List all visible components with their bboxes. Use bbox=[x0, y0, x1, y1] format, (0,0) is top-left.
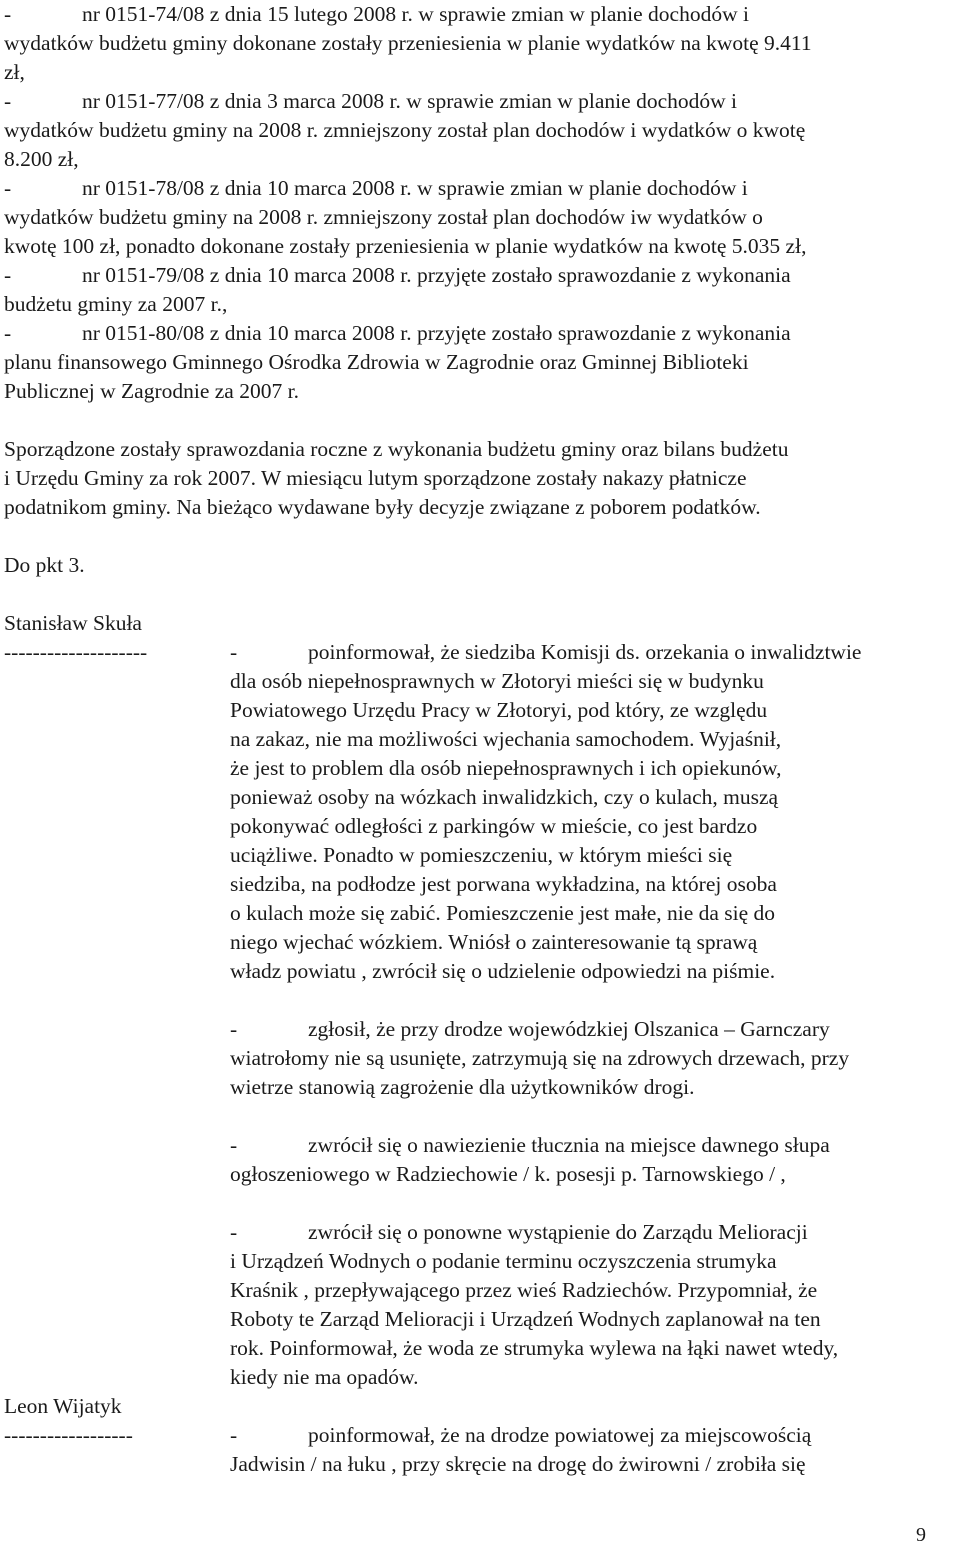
speaker-point-text: poinformował, że na drodze powiatowej za miejscowością bbox=[308, 1423, 812, 1447]
speaker-point: - poinformował, że na drodze powiatowej za miejscowością bbox=[230, 1423, 812, 1447]
summary-paragraph-line: podatnikom gminy. Na bieżąco wydawane były decyzje związane z poborem podatków. bbox=[4, 495, 761, 519]
resolution-item: - nr 0151-80/08 z dnia 10 marca 2008 r. przyjęte zostało sprawozdanie z wykonania bbox=[4, 321, 791, 345]
speaker-point-text: niego wjechać wózkiem. Wniósł o zainteresowanie tą sprawą bbox=[230, 930, 758, 954]
speaker-point-text: wietrze stanowią zagrożenie dla użytkowników drogi. bbox=[230, 1075, 695, 1099]
speaker-point-text: poinformował, że siedziba Komisji ds. orzekania o inwalidztwie bbox=[308, 640, 862, 664]
speaker-point-text: ogłoszeniowego w Radziechowie / k. posesji p. Tarnowskiego / , bbox=[230, 1162, 786, 1186]
speaker-underline: ------------------ bbox=[4, 1423, 133, 1447]
resolution-text: 8.200 zł, bbox=[4, 147, 79, 171]
speaker-point: - zwrócił się o nawiezienie tłucznia na miejsce dawnego słupa bbox=[230, 1133, 830, 1157]
resolution-text: nr 0151-74/08 z dnia 15 lutego 2008 r. w sprawie zmian w planie dochodów i bbox=[82, 2, 749, 26]
speaker-point-text: kiedy nie ma opadów. bbox=[230, 1365, 419, 1389]
resolution-text: wydatków budżetu gminy dokonane zostały przeniesienia w planie wydatków na kwotę 9.411 bbox=[4, 31, 812, 55]
resolution-text: nr 0151-78/08 z dnia 10 marca 2008 r. w sprawie zmian w planie dochodów i bbox=[82, 176, 748, 200]
resolution-item: - nr 0151-77/08 z dnia 3 marca 2008 r. w sprawie zmian w planie dochodów i bbox=[4, 89, 737, 113]
speaker-point-text: o kulach może się zabić. Pomieszczenie jest małe, nie da się do bbox=[230, 901, 776, 925]
speaker-underline: -------------------- bbox=[4, 640, 148, 664]
section-heading: Do pkt 3. bbox=[4, 553, 85, 577]
speaker-point-text: rok. Poinformował, że woda ze strumyka wylewa na łąki nawet wtedy, bbox=[230, 1336, 839, 1360]
speaker-point-text: władz powiatu , zwrócił się o udzielenie odpowiedzi na piśmie. bbox=[230, 959, 776, 983]
speaker-point-text: dla osób niepełnosprawnych w Złotoryi mieści się w budynku bbox=[230, 669, 764, 693]
resolution-item: - nr 0151-79/08 z dnia 10 marca 2008 r. przyjęte zostało sprawozdanie z wykonania bbox=[4, 263, 791, 287]
resolution-text: nr 0151-80/08 z dnia 10 marca 2008 r. przyjęte zostało sprawozdanie z wykonania bbox=[82, 321, 791, 345]
speaker-name: Stanisław Skuła bbox=[4, 611, 142, 635]
resolution-text: budżetu gminy za 2007 r., bbox=[4, 292, 228, 316]
resolution-text: kwotę 100 zł, ponadto dokonane zostały przeniesienia w planie wydatków na kwotę 5.035 zł, bbox=[4, 234, 807, 258]
resolution-text: planu finansowego Gminnego Ośrodka Zdrowia w Zagrodnie oraz Gminnej Biblioteki bbox=[4, 350, 749, 374]
resolution-text: wydatków budżetu gminy na 2008 r. zmniejszony został plan dochodów iw wydatków o bbox=[4, 205, 763, 229]
speaker-name: Leon Wijatyk bbox=[4, 1394, 122, 1418]
summary-paragraph-line: i Urzędu Gminy za rok 2007. W miesiącu lutym sporządzone zostały nakazy płatnicze bbox=[4, 466, 747, 490]
speaker-point-text: wiatrołomy nie są usunięte, zatrzymują się na zdrowych drzewach, przy bbox=[230, 1046, 850, 1070]
summary-paragraph-line: Sporządzone zostały sprawozdania roczne z wykonania budżetu gminy oraz bilans budżetu bbox=[4, 437, 789, 461]
speaker-point: - poinformował, że siedziba Komisji ds. orzekania o inwalidztwie bbox=[230, 640, 862, 664]
speaker-point-text: zgłosił, że przy drodze wojewódzkiej Olszanica – Garnczary bbox=[308, 1017, 830, 1041]
speaker-point-text: Kraśnik , przepływającego przez wieś Radziechów. Przypomniał, że bbox=[230, 1278, 818, 1302]
speaker-point-text: siedziba, na podłodze jest porwana wykładzina, na której osoba bbox=[230, 872, 777, 896]
resolution-text: wydatków budżetu gminy na 2008 r. zmniejszony został plan dochodów i wydatków o kwotę bbox=[4, 118, 806, 142]
resolution-text: Publicznej w Zagrodnie za 2007 r. bbox=[4, 379, 299, 403]
resolution-text: nr 0151-79/08 z dnia 10 marca 2008 r. przyjęte zostało sprawozdanie z wykonania bbox=[82, 263, 791, 287]
speaker-point-text: że jest to problem dla osób niepełnosprawnych i ich opiekunów, bbox=[230, 756, 782, 780]
speaker-point-text: pokonywać odległości z parkingów w mieście, co jest bardzo bbox=[230, 814, 758, 838]
speaker-point-text: Roboty te Zarząd Melioracji i Urządzeń Wodnych zaplanował na ten bbox=[230, 1307, 821, 1331]
speaker-point: - zwrócił się o ponowne wystąpienie do Zarządu Melioracji bbox=[230, 1220, 808, 1244]
speaker-point-text: Jadwisin / na łuku , przy skręcie na drogę do żwirowni / zrobiła się bbox=[230, 1452, 806, 1476]
speaker-point-text: zwrócił się o nawiezienie tłucznia na miejsce dawnego słupa bbox=[308, 1133, 830, 1157]
speaker-point-text: na zakaz, nie ma możliwości wjechania samochodem. Wyjaśnił, bbox=[230, 727, 782, 751]
resolution-item: - nr 0151-74/08 z dnia 15 lutego 2008 r. w sprawie zmian w planie dochodów i bbox=[4, 2, 749, 26]
speaker-point-text: Powiatowego Urzędu Pracy w Złotoryi, pod który, ze względu bbox=[230, 698, 768, 722]
resolution-item: - nr 0151-78/08 z dnia 10 marca 2008 r. w sprawie zmian w planie dochodów i bbox=[4, 176, 748, 200]
resolution-text: nr 0151-77/08 z dnia 3 marca 2008 r. w sprawie zmian w planie dochodów i bbox=[82, 89, 737, 113]
speaker-point-text: i Urządzeń Wodnych o podanie terminu oczyszczenia strumyka bbox=[230, 1249, 777, 1273]
speaker-point-text: zwrócił się o ponowne wystąpienie do Zarządu Melioracji bbox=[308, 1220, 808, 1244]
speaker-point: - zgłosił, że przy drodze wojewódzkiej Olszanica – Garnczary bbox=[230, 1017, 830, 1041]
page-number: 9 bbox=[916, 1524, 926, 1546]
resolution-text: zł, bbox=[4, 60, 25, 84]
speaker-point-text: uciążliwe. Ponadto w pomieszczeniu, w którym mieści się bbox=[230, 843, 733, 867]
speaker-point-text: ponieważ osoby na wózkach inwalidzkich, czy o kulach, muszą bbox=[230, 785, 779, 809]
